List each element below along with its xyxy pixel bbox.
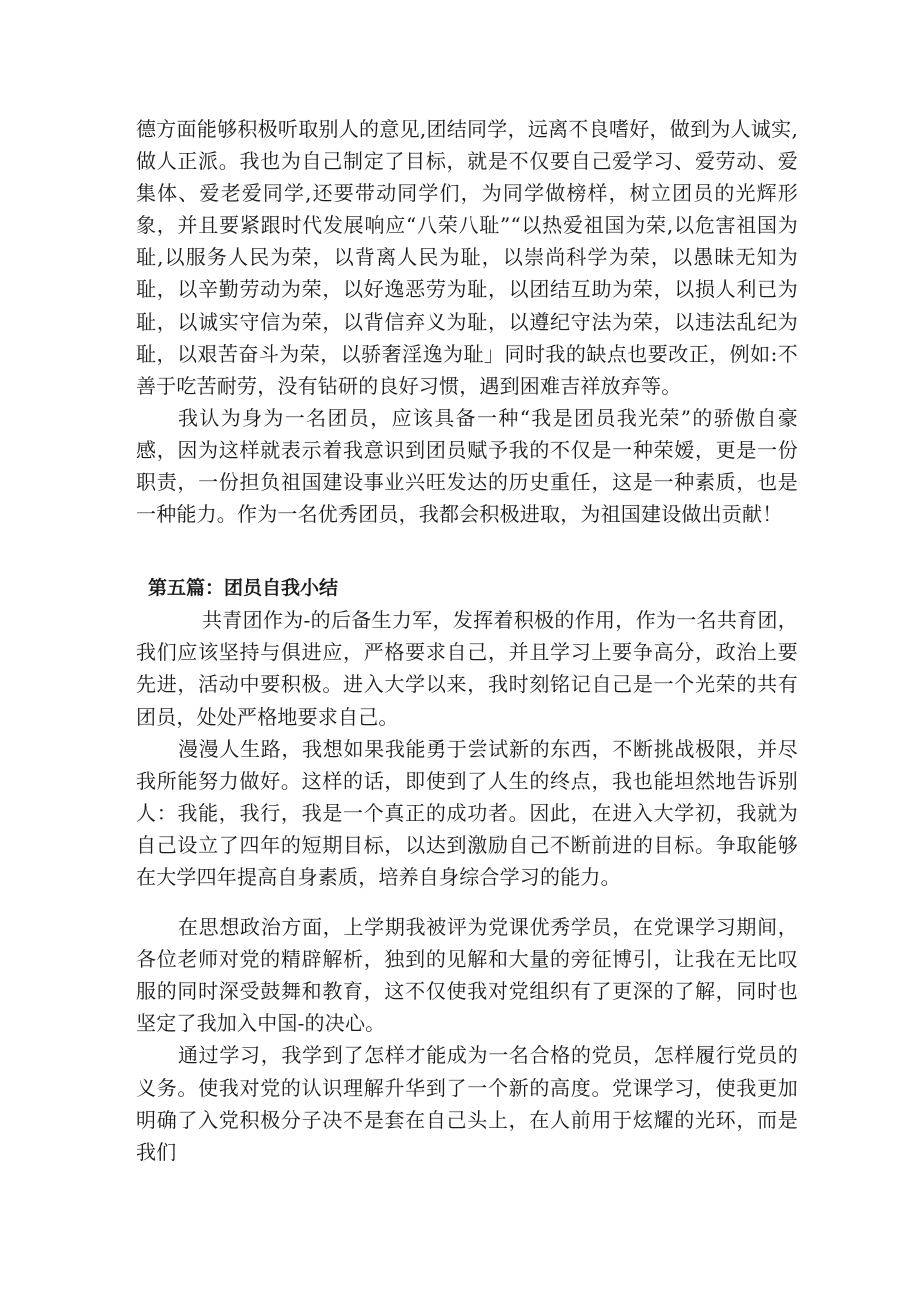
paragraph-virtue-goals: 德方面能够积极听取别人的意见,团结同学，远离不良嗜好，做到为人诚实,做人正派。我也为自己制定了目标，就是不仅要自己爱学习、爱劳动、爱集体、爱老爱同学,还要带动同学们，为同学做榜样，树立团员的光辉形象，并且要紧跟时代发展响应“八荣八耻”“以热爱祖国为荣,以危害祖国为耻,以服务人民为荣，以背离人民为耻，以崇尚科学为荣，以愚昧无知为耻，以辛勤劳动为荣，以好逸恶劳为耻，以团结互助为荣，以损人利已为耻，以诚实守信为荣，以背信弃义为耻，以遵纪守法为荣，以违法乱纪为耻，以艰苦奋斗为荣，以骄奢淫逸为耻」同时我的缺点也要改正，例如:不善于吃苦耐劳，没有钻研的良好习惯，遇到困难吉祥放弃等。 — [136, 117, 798, 398]
paragraph-spacer — [136, 893, 798, 911]
document-body — [136, 113, 798, 1168]
paragraph-party-study: 通过学习，我学到了怎样才能成为一名合格的党员，怎样履行党员的义务。使我对党的认识理解升华到了一个新的高度。党课学习，使我更加明确了入党积极分子决不是套在自己头上，在人前用于炫耀的光环，而是我们 — [136, 1043, 798, 1164]
section-heading: 第五篇：团员自我小结 — [148, 577, 339, 600]
section-spacer — [136, 530, 798, 572]
paragraph-political-thought: 在思想政治方面，上学期我被评为党课优秀学员，在党课学习期间，各位老师对党的精辟解析，独到的见解和大量的旁征博引，让我在无比叹服的同时深受鼓舞和教育，这不仅使我对党组织有了更深的了解，同时也坚定了我加入中国-的决心。 — [136, 915, 798, 1036]
paragraph-life-goals: 漫漫人生路，我想如果我能勇于尝试新的东西，不断挑战极限，并尽我所能努力做好。这样的话，即使到了人生的终点，我也能坦然地告诉别人：我能，我行，我是一个真正的成功者。因此，在进入大学初，我就为自己设立了四年的短期目标，以达到激励自己不断前进的目标。争取能够在大学四年提高自身素质，培养自身综合学习的能力。 — [136, 736, 798, 889]
paragraph-youth-league-role: 共青团作为-的后备生力军，发挥着积极的作用，作为一名共育团，我们应该坚持与俱进应，严格要求自己，并且学习上要争高分，政治上要先进，活动中要积极。进入大学以来，我时刻铭记自己是一个光荣的共有团员，处处严格地要求自己。 — [136, 608, 798, 729]
paragraph-league-member-pride: 我认为身为一名团员，应该具备一种“我是团员我光荣”的骄傲自豪感，因为这样就表示着我意识到团员赋予我的不仅是一种荣嫒，更是一份职责，一份担负祖国建设事业兴旺发达的历史重任，这是一种素质，也是一种能力。作为一名优秀团员，我都会积极进取，为祖国建设做出贡献！ — [136, 405, 798, 527]
